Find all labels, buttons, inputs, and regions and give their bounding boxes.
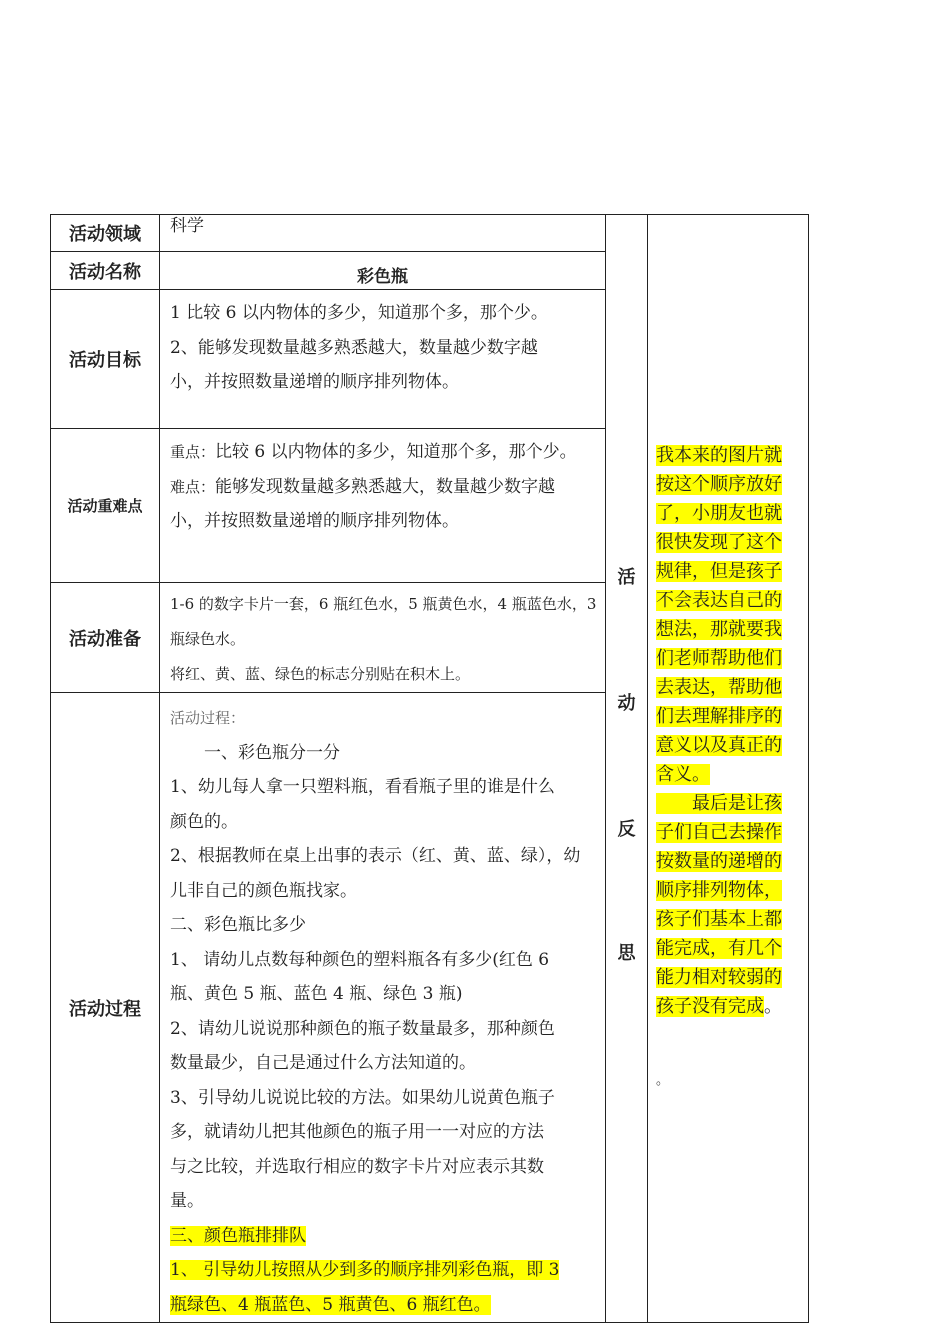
reflection-line: 顺序排列物体， <box>656 880 782 901</box>
prep-line: 瓶绿色水。 <box>170 630 246 648</box>
reflection-line: 最后是让孩 <box>656 793 782 814</box>
label-key-points: 活动重难点 <box>51 429 160 583</box>
reflection-line: 们去理解排序的 <box>656 706 782 727</box>
domain-value: 科学 <box>160 215 606 252</box>
process-line: 儿非自己的颜色瓶找家。 <box>170 880 357 901</box>
reflection-end-mark: 。 <box>764 996 782 1017</box>
reflection-cell <box>648 215 809 1323</box>
reflection-label-char-3: 反 <box>617 819 636 840</box>
reflection-label-char-4: 思 <box>617 943 636 964</box>
prep-line: 将红、黄、蓝、绿色的标志分别贴在积木上。 <box>170 665 471 683</box>
process-highlight-line: 瓶绿色、4 瓶蓝色、5 瓶黄色、6 瓶红色。 <box>170 1294 491 1315</box>
reflection-trailing: 。 <box>656 1073 670 1088</box>
process-line: 二、彩色瓶比多少 <box>170 915 306 935</box>
reflection-line: 能完成，有几个 <box>656 938 782 959</box>
reflection-label-char-1: 活 <box>617 567 636 588</box>
process-line: 一、彩色瓶分一分 <box>170 742 340 763</box>
reflection-line: 孩子们基本上都 <box>656 909 782 930</box>
reflection-line: 想法，那就要我 <box>656 619 782 640</box>
goal-line: 2、能够发现数量越多熟悉越大，数量越少数字越 <box>170 337 538 358</box>
reflection-label-char-2: 动 <box>617 693 636 714</box>
process-line: 1、幼儿每人拿一只塑料瓶，看看瓶子里的谁是什么 <box>170 777 555 797</box>
reflection-line: 我本来的图片就 <box>656 445 782 466</box>
prep-content <box>160 583 606 693</box>
key-points-content <box>160 429 606 583</box>
reflection-line: 意义以及真正的 <box>656 735 782 756</box>
process-line: 瓶、黄色 5 瓶、蓝色 4 瓶、绿色 3 瓶) <box>170 984 463 1004</box>
key-label: 重点： <box>170 443 216 461</box>
lesson-plan-table <box>50 214 809 1323</box>
prep-line: 1-6 的数字卡片一套，6 瓶红色水，5 瓶黄色水，4 瓶蓝色水，3 <box>170 595 597 613</box>
label-process: 活动过程 <box>51 693 160 1323</box>
reflection-line: 子们自己去操作 <box>656 822 782 843</box>
process-line: 与之比较，并选取行相应的数字卡片对应表示其数 <box>170 1156 544 1177</box>
reflection-line: 规律，但是孩子 <box>656 561 782 582</box>
diff-text: 能够发现数量越多熟悉越大，数量越少数字越 <box>215 476 556 497</box>
reflection-line: 去表达，帮助他 <box>656 677 782 698</box>
label-domain: 活动领域 <box>51 215 160 252</box>
process-line: 颜色的。 <box>170 811 238 832</box>
process-line: 数量最少，自己是通过什么方法知道的。 <box>170 1053 476 1073</box>
label-prep: 活动准备 <box>51 583 160 693</box>
diff-text-2: 小，并按照数量递增的顺序排列物体。 <box>170 511 459 531</box>
process-line: 量。 <box>170 1191 204 1211</box>
diff-label: 难点： <box>170 477 216 496</box>
key-text: 比较 6 以内物体的多少，知道那个多，那个少。 <box>215 442 577 462</box>
process-highlight-line: 1、 引导幼儿按照从少到多的顺序排列彩色瓶，即 3 <box>170 1260 560 1280</box>
process-highlight-line: 三、颜色瓶排排队 <box>170 1225 306 1246</box>
process-content <box>160 693 606 1323</box>
reflection-line: 不会表达自己的 <box>656 590 782 611</box>
goal-line: 小，并按照数量递增的顺序排列物体。 <box>170 372 459 392</box>
reflection-line: 按这个顺序放好 <box>656 474 782 495</box>
reflection-line: 们老师帮助他们 <box>656 648 782 669</box>
reflection-line: 孩子没有完成 <box>656 996 764 1017</box>
reflection-line: 很快发现了这个 <box>656 532 782 553</box>
reflection-line: 含义。 <box>656 764 710 785</box>
reflection-text <box>656 441 792 1095</box>
goal-content <box>160 290 606 429</box>
label-goal: 活动目标 <box>51 290 160 429</box>
process-heading: 活动过程： <box>170 709 246 727</box>
process-line: 多，就请幼儿把其他颜色的瓶子用一一对应的方法 <box>170 1122 544 1142</box>
reflection-line: 了，小朋友也就 <box>656 503 782 524</box>
label-name: 活动名称 <box>51 252 160 290</box>
name-value: 彩色瓶 <box>160 252 606 290</box>
process-line: 3、引导幼儿说说比较的方法。如果幼儿说黄色瓶子 <box>170 1087 555 1108</box>
process-line: 2、根据教师在桌上出事的表示（红、黄、蓝、绿），幼 <box>170 846 581 866</box>
reflection-label <box>606 215 648 1323</box>
reflection-line: 能力相对较弱的 <box>656 967 782 988</box>
goal-line: 1 比较 6 以内物体的多少，知道那个多，那个少。 <box>170 303 548 323</box>
reflection-line: 按数量的递增的 <box>656 851 782 872</box>
process-line: 1、 请幼儿点数每种颜色的塑料瓶各有多少(红色 6 <box>170 949 550 970</box>
process-line: 2、请幼儿说说那种颜色的瓶子数量最多，那种颜色 <box>170 1018 555 1039</box>
